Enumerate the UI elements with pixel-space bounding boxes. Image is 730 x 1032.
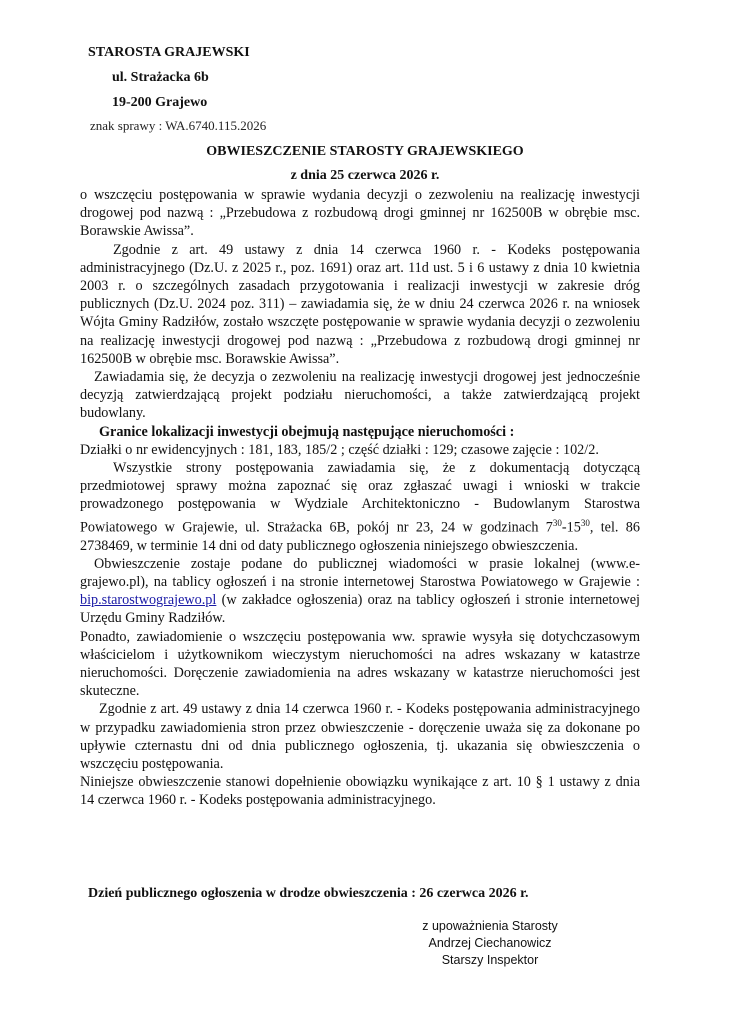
authority-street: ul. Strażacka 6b <box>112 70 209 85</box>
announcement-date: Dzień publicznego ogłoszenia w drodze obwieszczenia : 26 czerwca 2026 r. <box>88 886 529 901</box>
authority-city: 19-200 Grajewo <box>112 95 208 110</box>
hours-superscript-start: 30 <box>552 517 562 528</box>
documentation-text-continued: , tel. 86 2738469, w terminie 14 dni od daty publicznego ogłoszenia niniejszego obwieszczenia. <box>80 519 640 554</box>
signature-block <box>400 918 580 969</box>
paragraph-delivery: Zgodnie z art. 49 ustawy z dnia 14 czerwca 1960 r. - Kodeks postępowania administracyjnego w przypadku zawiadomienia stron przez obwieszczenie - doręczenie uważa się za dokonane po upływie czternastu dni od dnia publicznego ogłoszenia, tj. ukazania się obwieszczenia o wszczęciu postępowania. <box>80 701 640 773</box>
paragraph-obligation: Niniejsze obwieszczenie stanowi dopełnienie obowiązku wynikające z art. 10 § 1 ustawy z dnia 14 czerwca 1960 r. - Kodeks postępowania administracyjnego. <box>80 774 640 809</box>
paragraph-owners-notice: Ponadto, zawiadomienie o wszczęciu postępowania ww. sprawie wysyła się dotychczasowym właścicielom i użytkownikom wieczystym nieruchomości na adres wskazany w katastrze nieruchomości. Doręczenie zawiadomienia na adres wskazany w katastrze nieruchomości jest skuteczne. <box>80 628 640 700</box>
paragraph-subject: o wszczęciu postępowania w sprawie wydania decyzji o zezwoleniu na realizację inwestycji drogowej pod nazwą : „Przebudowa z rozbudową drogi gminnej nr 162500B w obrębie msc. Borawskie Awissa”. <box>80 187 640 240</box>
publication-text: Obwieszczenie zostaje podane do publicznej wiadomości w prasie lokalnej (www.e-grajewo.pl), na tablicy ogłoszeń i na stronie internetowej Starostwa Powiatowego w Grajewie : <box>80 555 640 590</box>
signature-authorization: z upoważnienia Starosty <box>422 919 558 933</box>
document-body <box>80 186 640 810</box>
hours-superscript-end: 30 <box>580 517 590 528</box>
paragraph-decision-scope: Zawiadamia się, że decyzja o zezwoleniu na realizację inwestycji drogowej jest jednocześnie decyzją zatwierdzającą projekt podziału nieruchomości, a także zatwierdzającą projekt budowlany. <box>80 369 640 422</box>
signature-position: Starszy Inspektor <box>441 953 539 967</box>
bip-link[interactable]: bip.starostwograjewo.pl <box>80 592 217 609</box>
paragraph-parcels: Działki o nr ewidencyjnych : 181, 183, 185/2 ; część działki : 129; czasowe zajęcie : 102/2. <box>80 441 599 458</box>
paragraph-legal-basis: Zgodnie z art. 49 ustawy z dnia 14 czerwca 1960 r. - Kodeks postępowania administracyjnego (Dz.U. z 2025 r., poz. 1691) oraz art. 11d ust. 5 i 6 ustawy z dnia 10 kwietnia 2003 r. o szczególnych zasadach przygotowania i realizacji inwestycji w zakresie dróg publicznych (Dz.U. 2024 poz. 311) – zawiadamia się, że w dniu 24 czerwca 2026 r. na wniosek Wójta Gminy Radziłów, zostało wszczęte postępowanie w sprawie wydania decyzji o zezwoleniu na realizację inwestycji drogowej pod nazwą : „Przebudowa z rozbudową drogi gminnej nr 162500B w obrębie msc. Borawskie Awissa”. <box>80 241 640 367</box>
document-date: z dnia 25 czerwca 2026 r. <box>290 168 440 183</box>
paragraph-documentation <box>80 459 640 555</box>
paragraph-publication <box>80 555 640 628</box>
signature-name: Andrzej Ciechanowicz <box>428 936 552 950</box>
documentation-text: Wszystkie strony postępowania zawiadamia się, że z dokumentacją dotyczącą przedmiotowej sprawy można zapoznać się oraz zgłaszać uwagi i wnioski w trakcie prowadzonego postępowania w Wydziale Architektoniczno - Budowlanym Starostwa Powiatowego w Grajewie, ul. Strażacka 6B, pokój nr 23, 24 w godzinach 7 <box>80 460 640 536</box>
publication-text-continued: (w zakładce ogłoszenia) oraz na tablicy ogłoszeń i stronie internetowej Urzędu Gminy Radziłów. <box>80 592 640 627</box>
hours-dash: -15 <box>561 519 581 536</box>
paragraph-boundaries-heading: Granice lokalizacji inwestycji obejmują następujące nieruchomości : <box>99 423 515 440</box>
case-reference: znak sprawy : WA.6740.115.2026 <box>90 118 267 133</box>
authority-name: STAROSTA GRAJEWSKI <box>88 45 250 60</box>
document-title: OBWIESZCZENIE STAROSTY GRAJEWSKIEGO <box>206 144 524 159</box>
